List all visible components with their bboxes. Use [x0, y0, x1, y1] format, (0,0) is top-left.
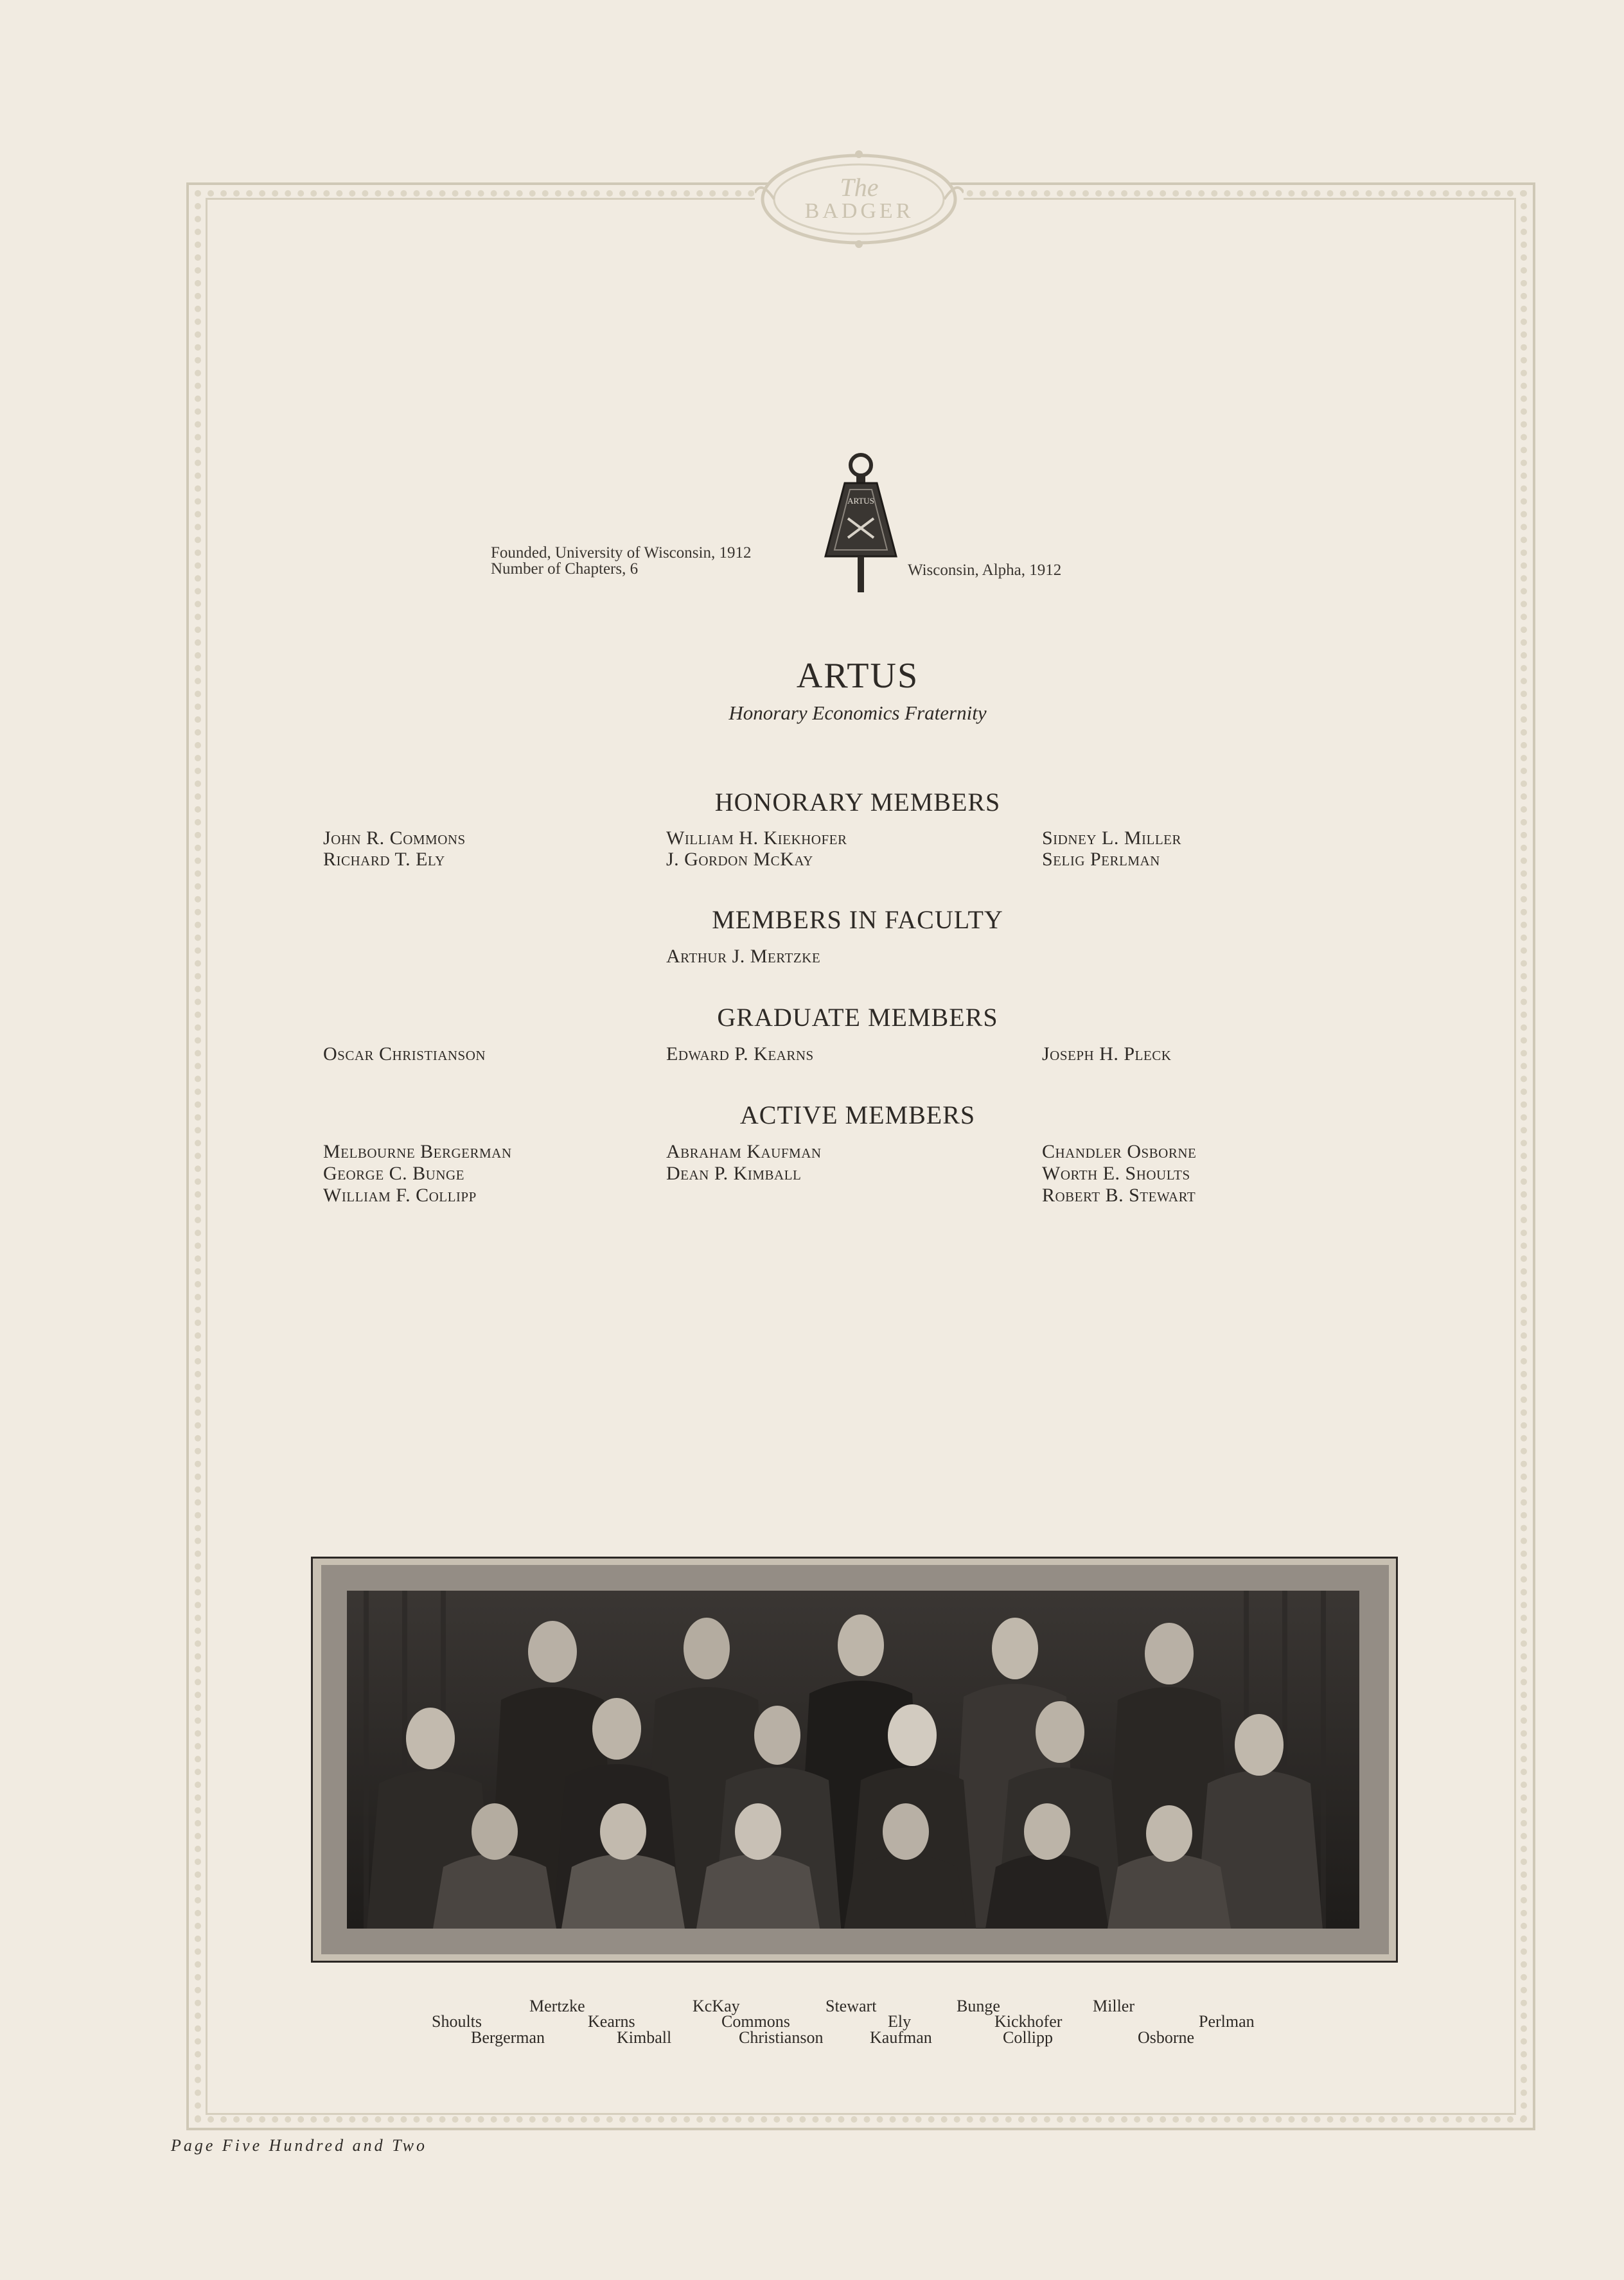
caption-name: Christianson [739, 2028, 824, 2047]
member-name: Chandler Osborne [1042, 1141, 1197, 1162]
caption-name: Mertzke [529, 1997, 585, 2015]
caption-name: Ely [888, 2012, 912, 2031]
caption-name: Collipp [1003, 2028, 1054, 2047]
ornament-the-text: The [840, 173, 879, 202]
active-members-heading: ACTIVE MEMBERS [739, 1100, 976, 1129]
member-name: Worth E. Shoults [1042, 1163, 1190, 1184]
caption-name: Stewart [825, 1997, 877, 2015]
founded-text: Founded, University of Wisconsin, 1912 [491, 544, 752, 561]
member-name: Sidney L. Miller [1042, 827, 1181, 849]
member-name: William F. Collipp [323, 1185, 477, 1206]
group-photo [347, 1591, 1359, 1929]
faculty-members-heading: MEMBERS IN FACULTY [712, 905, 1003, 934]
member-name: Joseph H. Pleck [1042, 1043, 1172, 1065]
member-name: Richard T. Ely [323, 849, 445, 870]
member-name: William H. Kiekhofer [666, 827, 847, 849]
caption-name: Perlman [1199, 2012, 1255, 2031]
member-name: Dean P. Kimball [666, 1163, 802, 1184]
graduate-members-heading: GRADUATE MEMBERS [717, 1003, 998, 1032]
caption-name: Osborne [1138, 2028, 1195, 2047]
artus-key-icon [819, 451, 903, 592]
member-name: J. Gordon McKay [666, 849, 813, 870]
founding-info [491, 545, 751, 577]
fraternity-title: ARTUS [796, 656, 919, 696]
honorary-members-heading: HONORARY MEMBERS [714, 788, 1001, 817]
caption-name: Bergerman [471, 2028, 545, 2047]
key-inscription: ARTUS [847, 496, 874, 506]
caption-name: Kickhofer [994, 2012, 1063, 2031]
member-name: Robert B. Stewart [1042, 1185, 1196, 1206]
member-name: Selig Perlman [1042, 849, 1160, 870]
chapter-text: Wisconsin, Alpha, 1912 [908, 561, 1062, 579]
caption-name: Commons [721, 2012, 790, 2031]
ornament-badger-text: BADGER [804, 199, 914, 223]
member-name: Oscar Christianson [323, 1043, 486, 1065]
member-name: Edward P. Kearns [666, 1043, 814, 1065]
caption-name: Miller [1093, 1997, 1134, 2015]
caption-name: Bunge [957, 1997, 1000, 2015]
member-name: Abraham Kaufman [666, 1141, 822, 1162]
caption-name: Kearns [588, 2012, 635, 2031]
member-name: George C. Bunge [323, 1163, 465, 1184]
chapters-text: Number of Chapters, 6 [491, 560, 639, 578]
caption-name: Shoults [432, 2012, 482, 2031]
caption-name: Kimball [617, 2028, 672, 2047]
member-name: John R. Commons [323, 827, 466, 849]
caption-name: KcKay [693, 1997, 740, 2015]
caption-name: Kaufman [870, 2028, 932, 2047]
badger-ornament [755, 149, 964, 249]
member-name: Melbourne Bergerman [323, 1141, 512, 1162]
page-number: Page Five Hundred and Two [171, 2136, 427, 2155]
member-name: Arthur J. Mertzke [666, 946, 821, 967]
fraternity-subtitle: Honorary Economics Fraternity [728, 702, 987, 724]
